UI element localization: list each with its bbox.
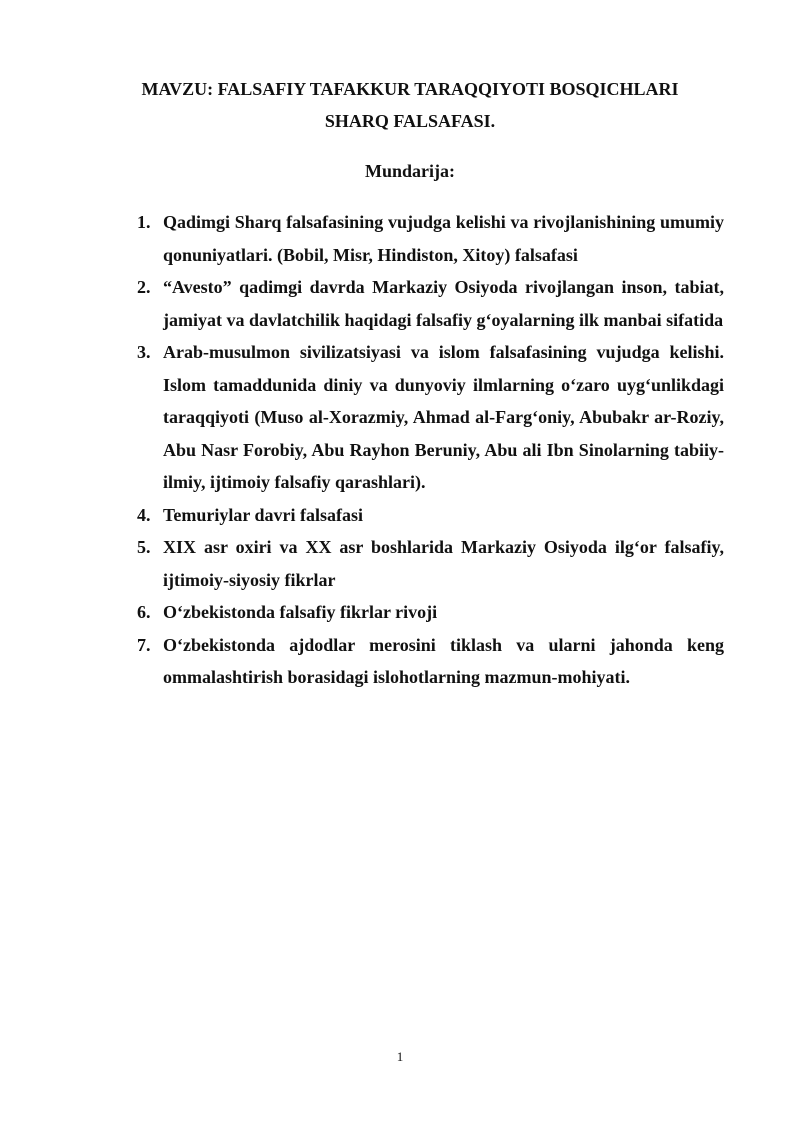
toc-item	[137, 531, 724, 596]
toc-item-number: 4.	[137, 504, 151, 525]
toc-item	[137, 596, 724, 629]
toc-item-text: “Avesto” qadimgi davrda Markaziy Osiyoda rivojlangan inson, tabiat, jamiyat va davlatchilik haqidagi falsafiy g‘oyalarning ilk manbai sifatida	[163, 277, 724, 330]
toc-item-text: Qadimgi Sharq falsafasining vujudga kelishi va rivojlanishining umumiy qonuniyatlari. (Bobil, Misr, Hindiston, Xitoy) falsafasi	[163, 212, 724, 265]
toc-item-number: 7.	[137, 634, 151, 655]
title-line-1: MAVZU: FALSAFIY TAFAKKUR TARAQQIYOTI BOSQICHLARI	[141, 79, 679, 99]
toc-item-text: Arab-musulmon sivilizatsiyasi va islom falsafasining vujudga kelishi. Islom tamaddunida diniy va dunyoviy ilmlarning o‘zaro uyg‘unlikdagi taraqqiyoti (Muso al-Xorazmiy, Ahmad al-Farg‘oniy, Abubakr ar-Roziy, Abu Nasr Forobiy, Abu Rayhon Beruniy, Abu ali Ibn Sinolarning tabiiy-ilmiy, ijtimoiy falsafiy qarashlari).	[163, 342, 724, 492]
toc-item-text: O‘zbekistonda falsafiy fikrlar rivoji	[163, 602, 438, 622]
toc-item	[137, 271, 724, 336]
toc-item-text: XIX asr oxiri va XX asr boshlarida Markaziy Osiyoda ilg‘or falsafiy, ijtimoiy-siyosiy fikrlar	[163, 537, 724, 590]
toc-item-number: 5.	[137, 537, 151, 557]
toc-item-number: 1.	[137, 212, 151, 232]
table-of-contents	[137, 206, 724, 694]
toc-item	[137, 499, 724, 532]
toc-item-text: Temuriylar davri falsafasi	[163, 504, 364, 525]
title-line-2: SHARQ FALSAFASI.	[324, 111, 496, 131]
toc-item	[137, 629, 724, 694]
toc-item	[137, 206, 724, 271]
toc-item-number: 3.	[137, 342, 151, 362]
contents-heading: Mundarija:	[365, 161, 455, 181]
toc-item-number: 6.	[137, 602, 151, 622]
page-number: 1	[396, 1049, 404, 1064]
toc-item-text: O‘zbekistonda ajdodlar merosini tiklash va ularni jahonda keng ommalashtirish borasidagi islohotlarning mazmun-mohiyati.	[163, 634, 724, 687]
toc-item-number: 2.	[137, 277, 151, 297]
toc-item	[137, 336, 724, 499]
document-title	[80, 73, 740, 137]
